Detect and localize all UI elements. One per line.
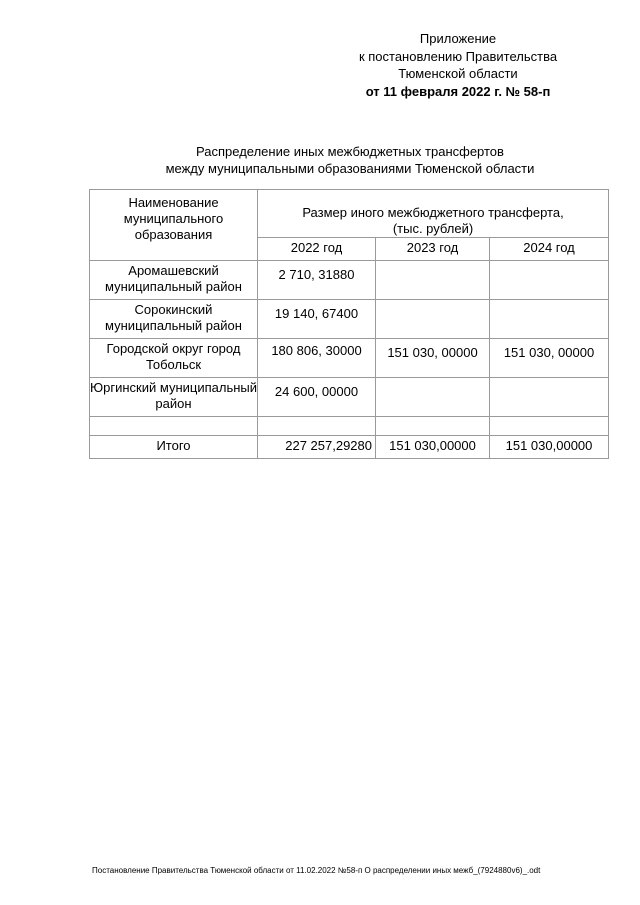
header-municipality-name	[90, 190, 258, 261]
value-2022: 24 600, 00000	[258, 378, 376, 417]
table-empty-row	[90, 417, 609, 436]
empty-cell	[490, 417, 609, 436]
header-year-2024: 2024 год	[490, 238, 609, 261]
table-header-row	[90, 190, 609, 238]
appendix-date-number: от 11 февраля 2022 г. № 58-п	[365, 83, 551, 99]
transfer-distribution-table	[89, 189, 609, 459]
value-2022: 2 710, 31880	[258, 261, 376, 300]
appendix-block	[328, 30, 588, 100]
table-row	[90, 378, 609, 417]
value-2023	[376, 378, 490, 417]
municipality-name: Аромашевский муниципальный район	[90, 261, 258, 300]
header-transfer-size-line1: Размер иного межбюджетного трансферта,	[302, 205, 564, 220]
total-2022: 227 257,29280	[258, 436, 376, 459]
value-2023: 151 030, 00000	[376, 339, 490, 378]
page-footer: Постановление Правительства Тюменской области от 11.02.2022 №58-п О распределении иных межб_(7924880v6)_.odt	[92, 866, 541, 875]
value-2024	[490, 261, 609, 300]
header-year-2023: 2023 год	[376, 238, 490, 261]
appendix-label: Приложение	[419, 31, 497, 46]
appendix-region: Тюменской области	[398, 66, 518, 81]
empty-cell	[376, 417, 490, 436]
document-title-line2: между муниципальными образованиями Тюменской области	[165, 161, 535, 176]
municipality-name: Юргинский муниципальный район	[90, 378, 258, 417]
total-2023: 151 030,00000	[376, 436, 490, 459]
header-municipality-name-text: Наименование муниципального образования	[123, 195, 224, 242]
value-2024: 151 030, 00000	[490, 339, 609, 378]
table-row	[90, 300, 609, 339]
value-2024	[490, 300, 609, 339]
value-2023	[376, 300, 490, 339]
table-row	[90, 261, 609, 300]
empty-cell	[258, 417, 376, 436]
header-year-2022: 2022 год	[258, 238, 376, 261]
header-transfer-size-line2: (тыс. рублей)	[392, 221, 474, 236]
table-row	[90, 339, 609, 378]
document-title	[90, 143, 610, 177]
value-2022: 19 140, 67400	[258, 300, 376, 339]
value-2022: 180 806, 30000	[258, 339, 376, 378]
municipality-name: Городской округ город Тобольск	[90, 339, 258, 378]
value-2024	[490, 378, 609, 417]
document-title-line1: Распределение иных межбюджетных трансфертов	[196, 144, 504, 159]
total-2024: 151 030,00000	[490, 436, 609, 459]
empty-cell	[90, 417, 258, 436]
value-2023	[376, 261, 490, 300]
header-transfer-size	[258, 190, 609, 238]
total-label: Итого	[90, 436, 258, 459]
table-total-row	[90, 436, 609, 459]
municipality-name: Сорокинский муниципальный район	[90, 300, 258, 339]
appendix-resolution: к постановлению Правительства	[358, 48, 558, 64]
